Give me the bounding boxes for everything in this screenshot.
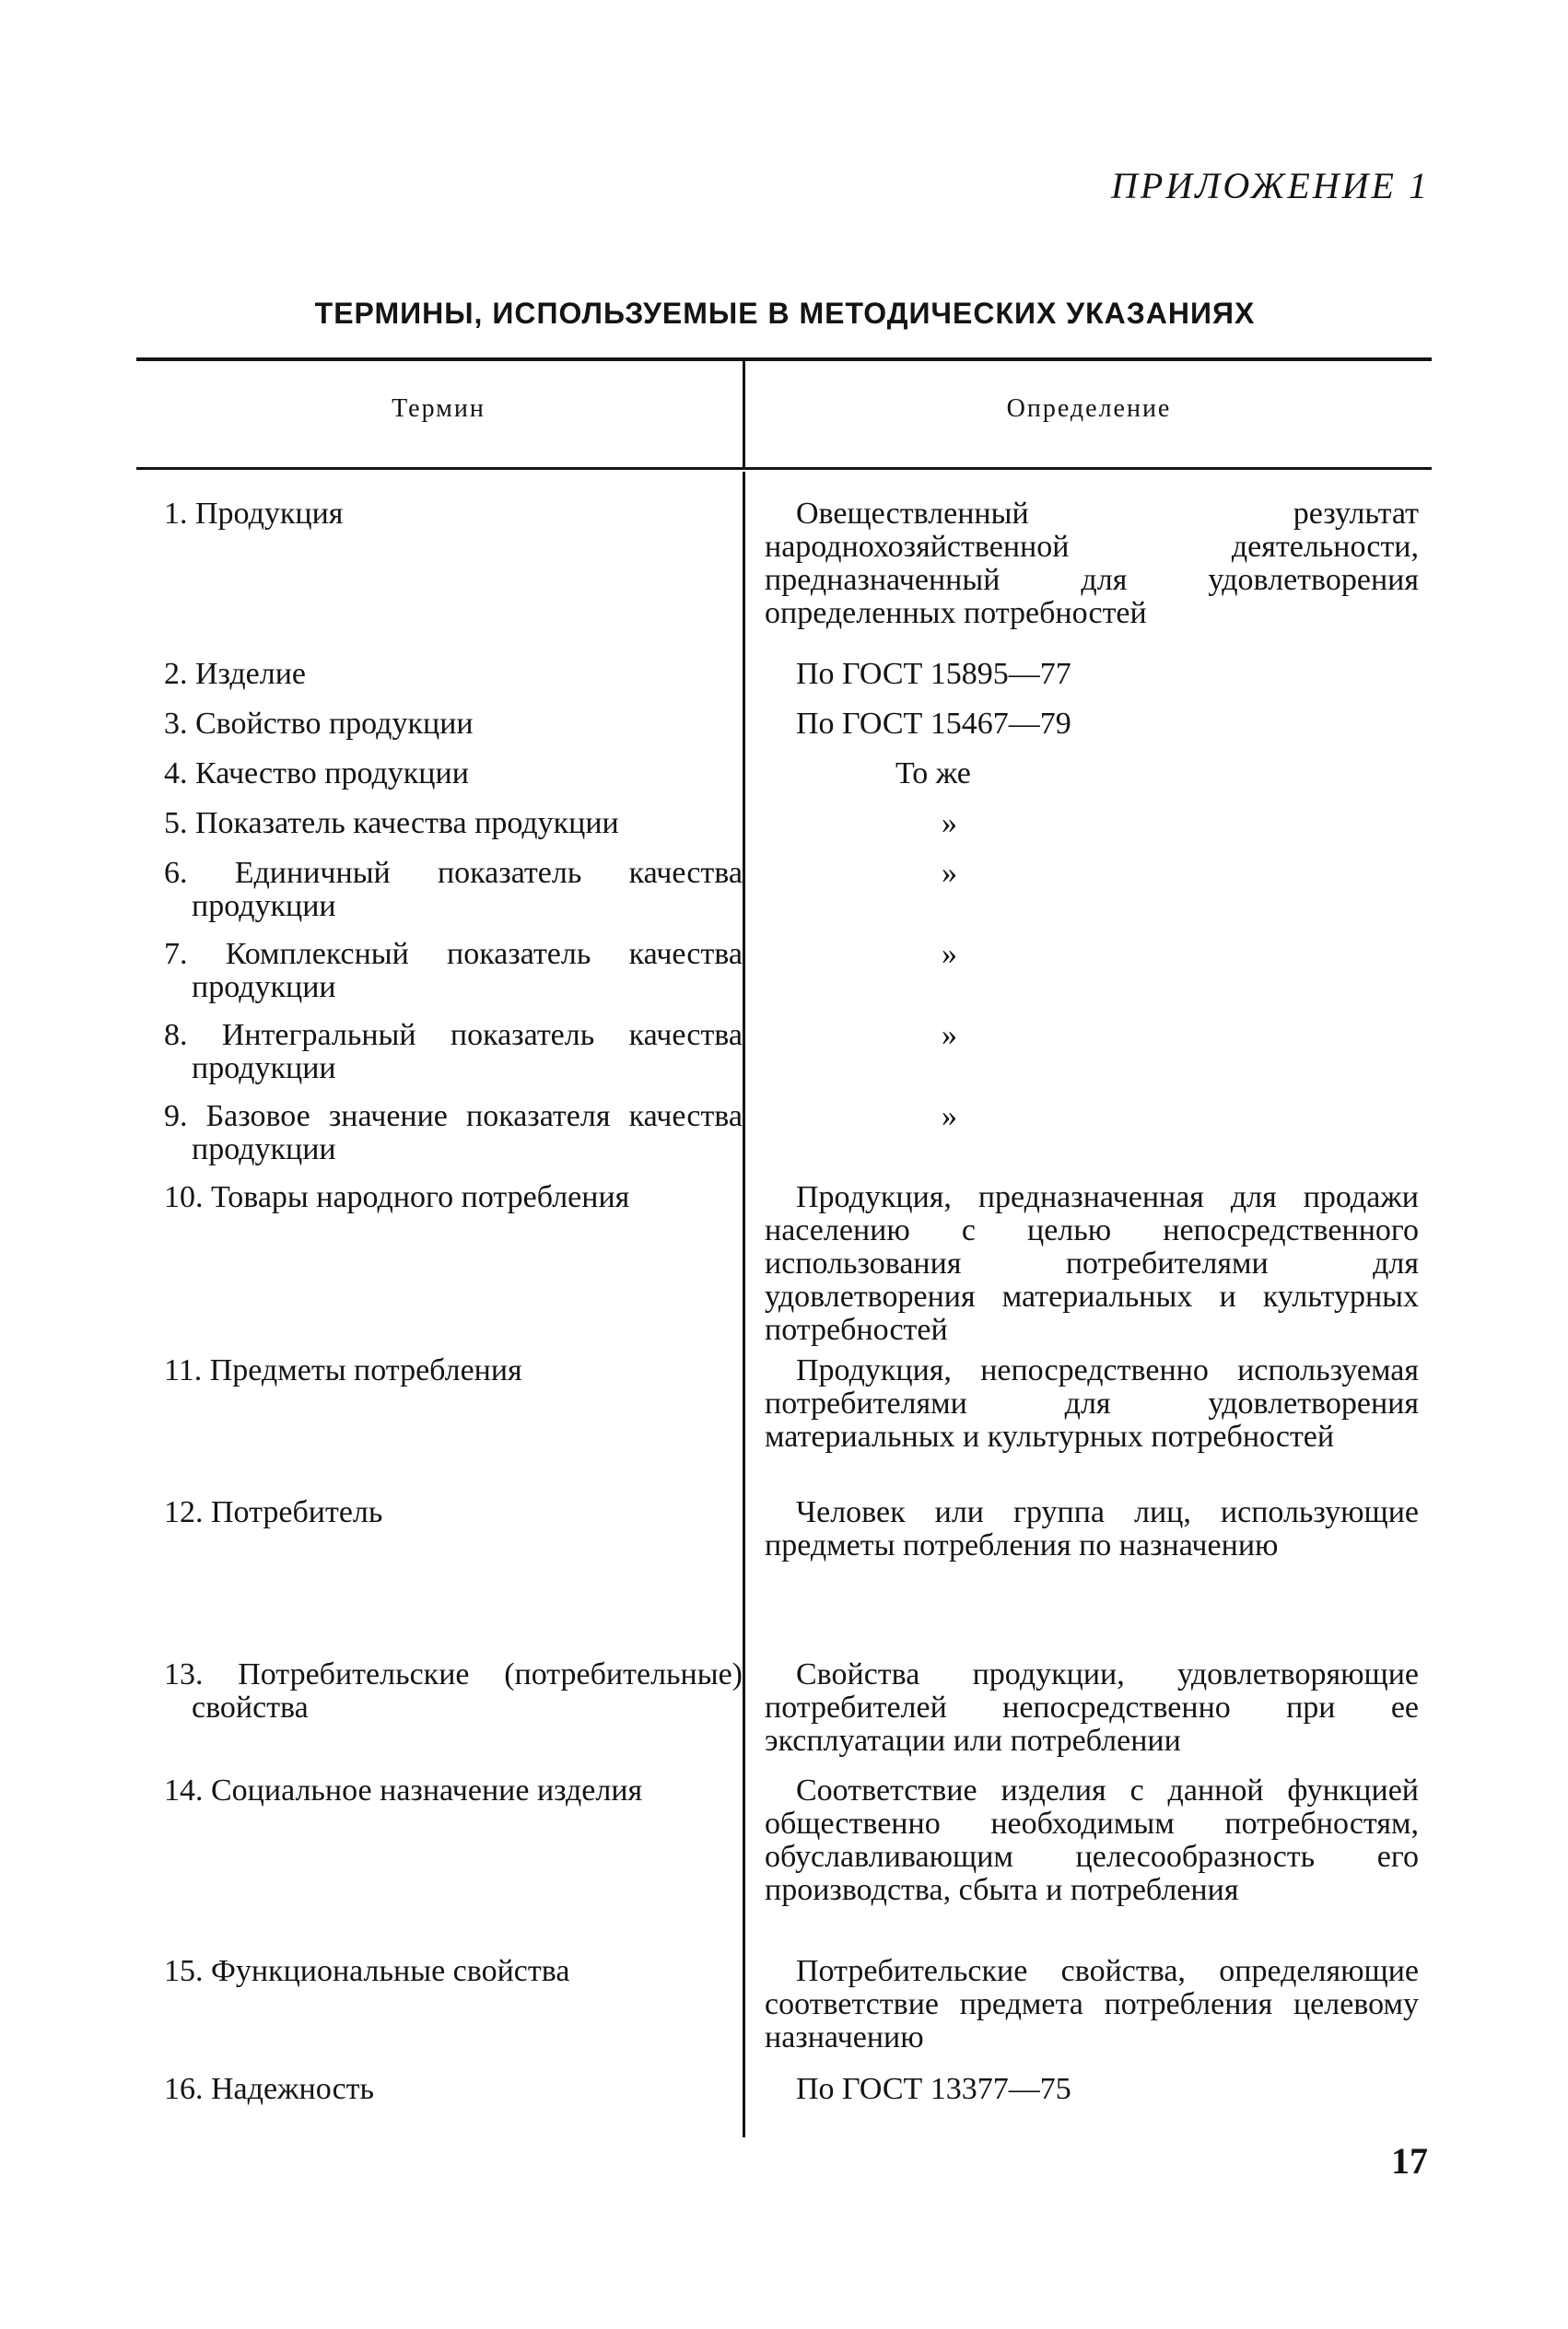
definition-cell: По ГОСТ 15467—79	[796, 707, 1071, 741]
definition-cell: По ГОСТ 13377—75	[796, 2072, 1071, 2106]
definition-cell: »	[942, 1018, 957, 1052]
definition-cell: »	[942, 806, 957, 840]
table-row	[136, 757, 1432, 807]
term-cell: 1. Продукция	[164, 497, 344, 531]
definition-cell: Человек или группа лиц, использующие предметы потребления по назначению	[765, 1495, 1419, 1562]
terms-table	[136, 497, 1432, 2128]
term-cell: 11. Предметы потребления	[164, 1353, 522, 1387]
header-column-divider	[743, 361, 745, 467]
table-top-rule	[136, 357, 1432, 361]
term-cell: 5. Показатель качества продукции	[164, 806, 619, 840]
table-row	[136, 857, 1432, 938]
table-row	[136, 1774, 1432, 1955]
definition-cell: Соответствие изделия с данной функцией общественно необходимым потребностям, обуславливающим целесообразность его производства, сбыта и потребления	[765, 1773, 1419, 1907]
definition-cell: Потребительские свойства, определяющие соответствие предмета потребления целевому назначению	[765, 1954, 1419, 2054]
column-header-definition: Определение	[1006, 394, 1172, 423]
definition-cell: По ГОСТ 15895—77	[796, 657, 1071, 691]
term-cell: 9. Базовое значение показателя качества продукции	[164, 1099, 743, 1166]
definition-cell: Овеществленный результат народнохозяйственной деятельности, предназначенный для удовлетворения определенных потребностей	[765, 497, 1419, 630]
term-cell: 8. Интегральный показатель качества продукции	[164, 1018, 743, 1085]
table-row	[136, 938, 1432, 1019]
table-row	[136, 1019, 1432, 1100]
definition-cell: »	[942, 856, 957, 890]
definition-cell: Свойства продукции, удовлетворяющие потребителей непосредственно при ее эксплуатации или потреблении	[765, 1657, 1419, 1758]
definition-cell: »	[942, 1099, 957, 1133]
table-row	[136, 1955, 1432, 2073]
term-cell: 16. Надежность	[164, 2072, 375, 2106]
table-row	[136, 1354, 1432, 1496]
table-row	[136, 2073, 1432, 2128]
term-cell: 15. Функциональные свойства	[164, 1954, 570, 1988]
table-row	[136, 1181, 1432, 1354]
term-cell: 14. Социальное назначение изделия	[164, 1773, 643, 1808]
term-cell: 10. Товары народного потребления	[164, 1180, 630, 1214]
appendix-label: ПРИЛОЖЕНИЕ 1	[1111, 165, 1430, 206]
term-cell: 13. Потребительские (потребительные) свойства	[164, 1657, 743, 1725]
table-row	[136, 708, 1432, 757]
page-number: 17	[1391, 2140, 1428, 2182]
table-row	[136, 658, 1432, 708]
term-cell: 2. Изделие	[164, 657, 307, 691]
definition-cell: То же	[895, 756, 971, 790]
table-row	[136, 1658, 1432, 1774]
term-cell: 12. Потребитель	[164, 1495, 383, 1529]
definition-cell: Продукция, предназначенная для продажи населению с целью непосредственного использования потребителями для удовлетворения материальных и культурных потребностей	[765, 1180, 1419, 1347]
definition-cell: Продукция, непосредственно используемая потребителями для удовлетворения материальных и культурных потребностей	[765, 1353, 1419, 1454]
table-row	[136, 1496, 1432, 1658]
definition-cell: »	[942, 937, 957, 971]
table-row	[136, 497, 1432, 658]
term-cell: 6. Единичный показатель качества продукции	[164, 856, 743, 923]
table-row	[136, 1100, 1432, 1181]
term-cell: 4. Качество продукции	[164, 756, 469, 790]
table-header-rule	[136, 467, 1432, 470]
page-title: ТЕРМИНЫ, ИСПОЛЬЗУЕМЫЕ В МЕТОДИЧЕСКИХ УКАЗАНИЯХ	[314, 297, 1256, 330]
term-cell: 3. Свойство продукции	[164, 707, 474, 741]
term-cell: 7. Комплексный показатель качества продукции	[164, 937, 743, 1004]
column-header-term: Термин	[392, 394, 486, 423]
table-row	[136, 807, 1432, 857]
